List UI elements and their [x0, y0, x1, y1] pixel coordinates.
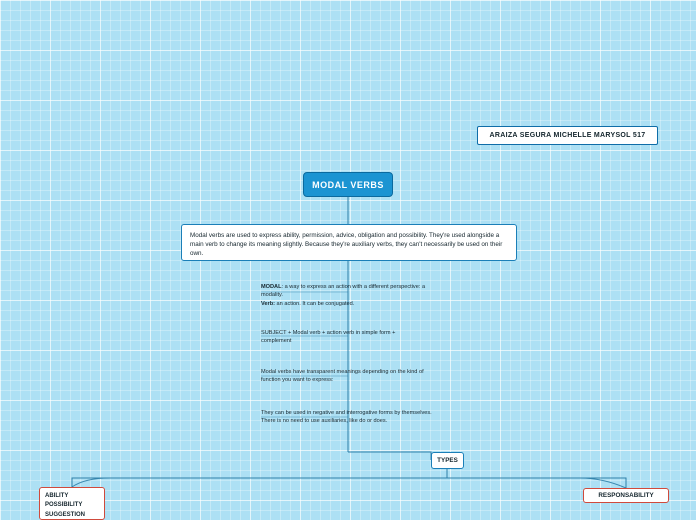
branch-node-responsability[interactable]: [583, 488, 669, 503]
note-verb-text: an action. It can be conjugated.: [275, 300, 355, 307]
note-modal-term: MODAL: [261, 284, 282, 290]
root-node-modal-verbs[interactable]: [303, 172, 393, 197]
note-modal-text: : a way to express an action with a different perspective: a modality.: [261, 284, 426, 299]
note-structure-text: SUBJECT + Modal verb + action verb in simple form + complement: [261, 330, 396, 345]
note-negative-text: They can be used in negative and interrogative forms by themselves. There is no need to use auxiliaries, like do or does.: [261, 410, 432, 425]
author-badge-label: ARAIZA SEGURA MICHELLE MARYSOL 517: [489, 132, 646, 139]
author-badge: [477, 126, 658, 145]
branch-responsability-label: RESPONSABILITY: [598, 492, 654, 499]
note-verb-term: Verb:: [261, 300, 275, 307]
note-modal-verb-definitions[interactable]: [261, 283, 439, 308]
root-node-label: MODAL VERBS: [312, 179, 384, 190]
note-meaning[interactable]: [261, 368, 441, 385]
note-meaning-text: Modal verbs have transparent meanings depending on the kind of function you want to express:: [261, 369, 424, 384]
note-negative-interrogative[interactable]: [261, 409, 433, 426]
note-structure[interactable]: [261, 329, 419, 346]
types-node[interactable]: [431, 452, 464, 469]
branch-node-ability[interactable]: [39, 487, 105, 520]
branch-ability-line-2: POSSIBILITY: [45, 502, 83, 509]
types-node-label: TYPES: [437, 457, 458, 464]
definition-text: Modal verbs are used to express ability, permission, advice, obligation and possibility. They're used alongside a main verb to change its meaning slightly. Because they're auxiliary verbs, they can't necessarily be used on their own.: [190, 232, 503, 258]
branch-ability-line-3: SUGGESTION: [45, 511, 86, 518]
definition-node[interactable]: [181, 224, 517, 261]
branch-ability-line-1: ABILITY: [45, 493, 69, 499]
